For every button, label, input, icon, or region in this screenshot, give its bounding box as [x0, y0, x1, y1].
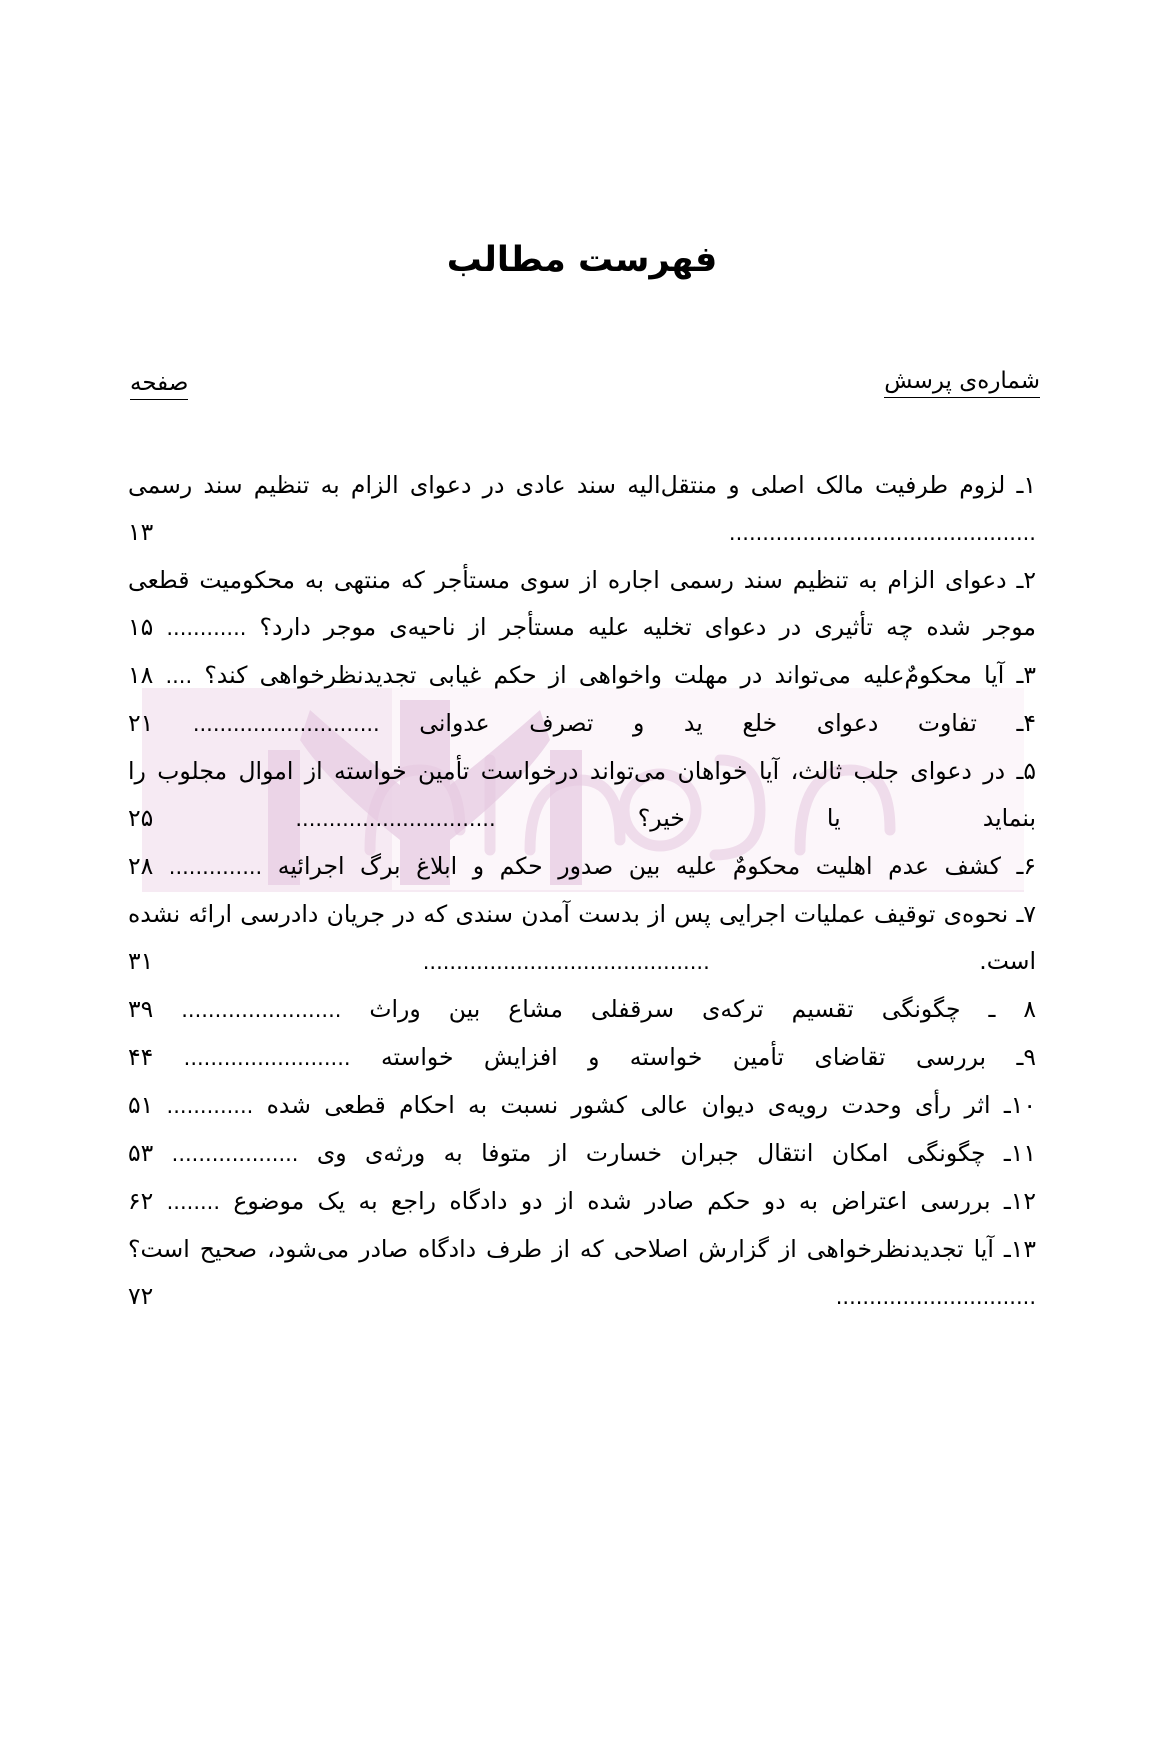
toc-entry-number: ۱۲ـ — [1003, 1187, 1036, 1215]
toc-leader-dots: .............................. — [295, 807, 496, 831]
toc-leader-dots: ........................ — [181, 998, 342, 1022]
toc-entry[interactable] — [128, 652, 1036, 700]
toc-entry-title: اثر رأی وحدت رویه‌ی دیوان عالی کشور نسبت به احکام قطعی شده — [253, 1091, 1004, 1119]
toc-entry-number: ۹ـ — [1016, 1043, 1036, 1071]
toc-entry[interactable] — [128, 462, 1036, 557]
toc-leader-dots: ............................ — [192, 712, 380, 736]
toc-leader-dots: .............................................. — [728, 521, 1036, 545]
toc-entry[interactable] — [128, 1178, 1036, 1226]
toc-entry-title: نحوه‌ی توقیف عملیات اجرایی پس از بدست آمدن سندی که در جریان دادرسی ارائه نشده است. — [128, 900, 1036, 975]
toc-entry[interactable] — [128, 1226, 1036, 1321]
toc-entry-page-number: ۴۴ — [128, 1043, 184, 1071]
toc-entry-title: دعوای الزام به تنظیم سند رسمی اجاره از سوی مستأجر که منتهی به محکومیت قطعی موجر شده چه تأثیری در دعوای تخلیه علیه مستأجر از ناحیه‌ی موجر دارد؟ — [128, 566, 1036, 641]
toc-leader-dots: ......................... — [183, 1046, 351, 1070]
toc-leader-dots: ........................................... — [422, 950, 710, 974]
toc-entry[interactable] — [128, 557, 1036, 652]
toc-entry-page-number: ۷۲ — [128, 1282, 836, 1310]
toc-entry-title: در دعوای جلب ثالث، آیا خواهان می‌تواند درخواست تأمین خواسته از اموال مجلوب را بنماید یا خیر؟ — [128, 757, 1036, 832]
toc-entry-title: آیا محکومٌ‌علیه می‌تواند در مهلت واخواهی از حکم غیابی تجدیدنظرخواهی کند؟ — [192, 661, 1017, 689]
toc-entry-page-number: ۲۵ — [128, 804, 296, 832]
toc-leader-dots: .............. — [168, 855, 263, 879]
toc-entry-number: ۷ـ — [1016, 900, 1036, 928]
toc-entry-page-number: ۳۱ — [128, 947, 423, 975]
toc-entry-number: ۵ـ — [1016, 757, 1036, 785]
toc-entry-title: بررسی تقاضای تأمین خواسته و افزایش خواسته — [350, 1043, 1017, 1071]
page-title: فهرست مطالب — [446, 240, 718, 280]
toc-entry[interactable] — [128, 843, 1036, 891]
toc-entry-title: چگونگی تقسیم ترکه‌ی سرقفلی مشاع بین وراث — [341, 995, 989, 1023]
toc-entry-number: ۲ـ — [1016, 566, 1036, 594]
toc-entry-page-number: ۵۱ — [128, 1091, 167, 1119]
toc-leader-dots: .............................. — [835, 1285, 1036, 1309]
toc-entry[interactable] — [128, 1034, 1036, 1082]
toc-entry-number: ۸ ـ — [988, 995, 1036, 1023]
toc-entry-page-number: ۱۸ — [128, 661, 166, 689]
toc-entry-number: ۳ـ — [1016, 661, 1036, 689]
toc-entry-page-number: ۲۱ — [128, 709, 193, 737]
toc-entry[interactable] — [128, 1082, 1036, 1130]
toc-entry[interactable] — [128, 1130, 1036, 1178]
toc-entry[interactable] — [128, 891, 1036, 986]
toc-entry[interactable] — [128, 748, 1036, 843]
toc-entry[interactable] — [128, 700, 1036, 748]
toc-entry-page-number: ۲۸ — [128, 852, 169, 880]
toc-entry-title: چگونگی امکان انتقال جبران خسارت از متوفا به ورثه‌ی وی — [298, 1139, 1004, 1167]
toc-leader-dots: ........ — [166, 1190, 221, 1214]
toc-entry-title: آیا تجدیدنظرخواهی از گزارش اصلاحی که از طرف دادگاه صادر می‌شود، صحیح است؟ — [128, 1235, 1004, 1263]
toc-entry-number: ۱۳ـ — [1003, 1235, 1036, 1263]
toc-leader-dots: ............ — [166, 616, 247, 640]
toc-leader-dots: ............. — [166, 1094, 254, 1118]
column-headers — [120, 368, 1040, 408]
toc-leader-dots: .... — [165, 664, 193, 688]
toc-entry-page-number: ۳۹ — [128, 995, 182, 1023]
toc-entry-page-number: ۵۳ — [128, 1139, 172, 1167]
toc-entry-page-number: ۱۵ — [128, 613, 167, 641]
toc-entry-title: بررسی اعتراض به دو حکم صادر شده از دو دادگاه راجع به یک موضوع — [220, 1187, 1004, 1215]
toc-entry-number: ۱۰ـ — [1003, 1091, 1036, 1119]
toc-entry-title: لزوم طرفیت مالک اصلی و منتقل‌الیه سند عادی در دعوای الزام به تنظیم سند رسمی — [128, 471, 1017, 499]
header-page-column: صفحه — [130, 370, 188, 400]
table-of-contents — [128, 462, 1036, 1321]
toc-entry-title: کشف عدم اهلیت محکومٌ علیه بین صدور حکم و ابلاغ برگ اجرائیه — [262, 852, 1017, 880]
toc-entry-number: ۱ـ — [1016, 471, 1036, 499]
header-question-column: شماره‌ی پرسش — [884, 368, 1040, 398]
toc-entry-number: ۶ـ — [1016, 852, 1036, 880]
toc-entry[interactable] — [128, 986, 1036, 1034]
toc-leader-dots: ................... — [171, 1142, 299, 1166]
toc-entry-page-number: ۶۲ — [128, 1187, 167, 1215]
toc-entry-page-number: ۱۳ — [128, 518, 729, 546]
toc-entry-number: ۴ـ — [1016, 709, 1036, 737]
toc-entry-number: ۱۱ـ — [1003, 1139, 1036, 1167]
toc-entry-title: تفاوت دعوای خلع ید و تصرف عدوانی — [379, 709, 1017, 737]
